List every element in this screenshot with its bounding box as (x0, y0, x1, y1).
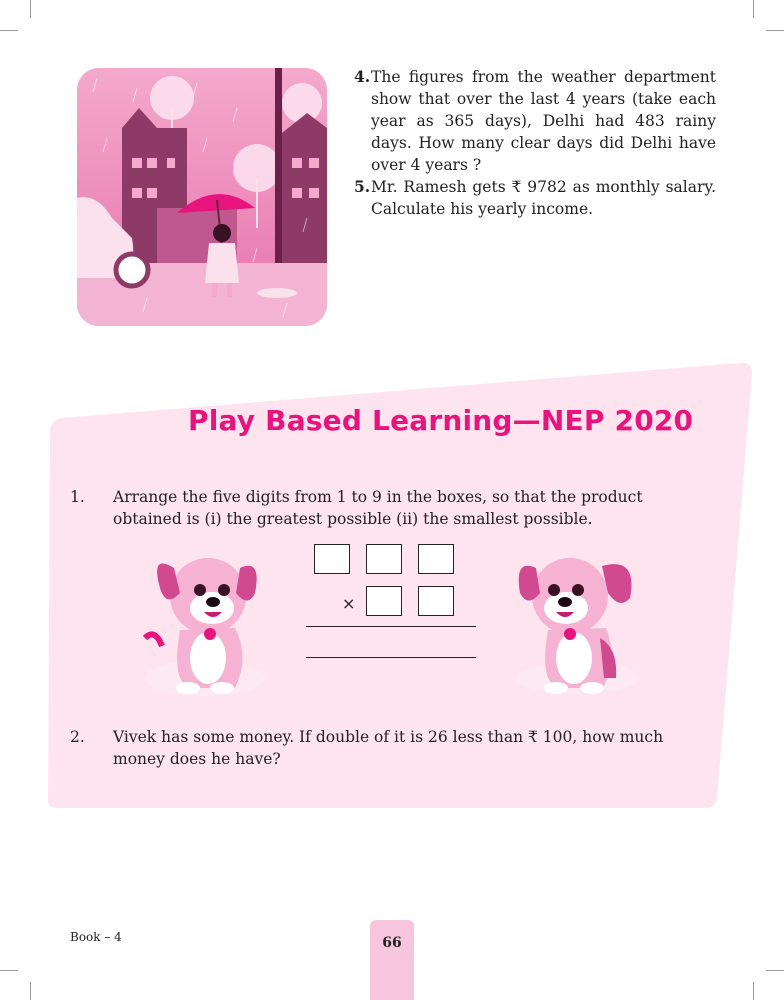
book-label: Book – 4 (70, 930, 122, 944)
digit-box[interactable] (366, 544, 402, 574)
page-number: 66 (382, 935, 402, 951)
digit-box[interactable] (314, 544, 350, 574)
pbl-heading: Play Based Learning—NEP 2020 (188, 404, 694, 437)
question-number: 5. (354, 177, 371, 196)
question-text: Mr. Ramesh gets ₹ 9782 as monthly salary. Calculate his yearly income. (371, 178, 716, 218)
product-line (306, 626, 476, 627)
answer-line (306, 657, 476, 658)
question-number: 4. (354, 67, 371, 86)
item-number: 1. (70, 488, 85, 506)
page-number-tab (370, 920, 414, 1000)
digit-box[interactable] (366, 586, 402, 616)
times-sign: × (342, 594, 356, 613)
digit-box[interactable] (418, 586, 454, 616)
item-text: Arrange the five digits from 1 to 9 in the boxes, so that the product obtained is (i) the greatest possible (ii) the smallest possible. (113, 488, 643, 528)
question-text: The figures from the weather department show that over the last 4 years (take each year as 365 days), Delhi had 483 rainy days. How many clear days did Delhi have over 4 years ? (371, 68, 716, 174)
puppy-illustration (508, 538, 648, 700)
item-text: Vivek has some money. If double of it is 26 less than ₹ 100, how much money does he have? (113, 728, 664, 768)
digit-box[interactable] (418, 544, 454, 574)
item-number: 2. (70, 728, 85, 746)
puppy-illustration (140, 538, 270, 700)
